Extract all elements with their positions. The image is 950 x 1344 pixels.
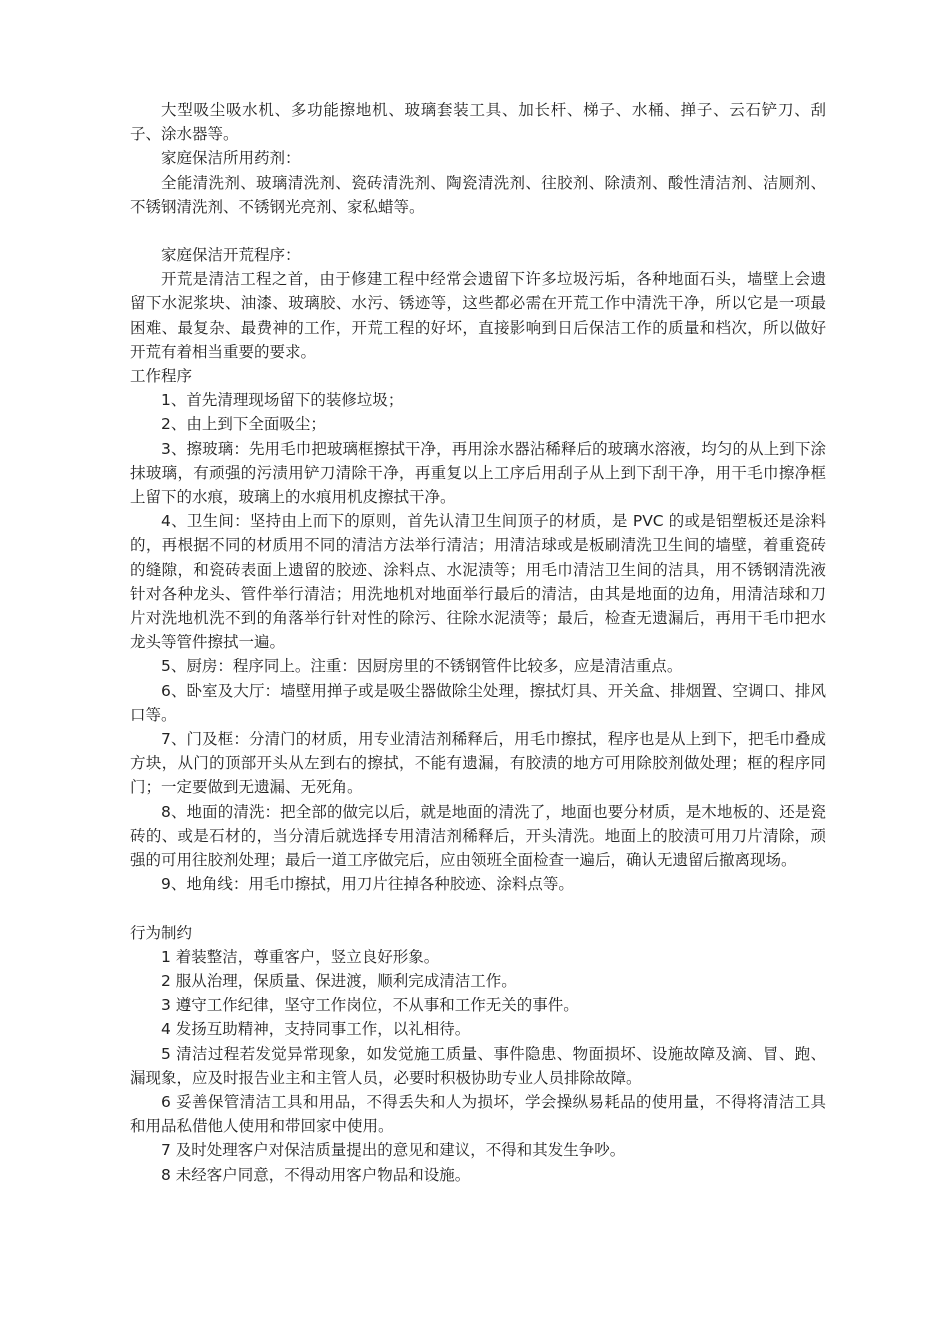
conduct-item: 6 妥善保管清洁工具和用品，不得丢失和人为损坏，学会操纵易耗品的使用量，不得将清洁工具和用品私借他人使用和带回家中使用。: [130, 1092, 826, 1136]
procedure-item: 3、擦玻璃：先用毛巾把玻璃框擦拭干净，再用涂水器沾稀释后的玻璃水溶液，均匀的从上到下涂抹玻璃，有顽强的污渍用铲刀清除干净，再重复以上工序后用刮子从上到下刮干净，用干毛巾擦净框上留下的水痕，玻璃上的水痕用机皮擦拭干净。: [130, 439, 826, 507]
conduct-heading: 行为制约: [130, 923, 193, 942]
conduct-item: 3 遵守工作纪律，坚守工作岗位，不从事和工作无关的事件。: [161, 996, 579, 1015]
procedure-item: 2、由上到下全面吸尘；: [161, 415, 326, 434]
tools-list: 大型吸尘吸水机、多功能擦地机、玻璃套装工具、加长杆、梯子、水桶、掸子、云石铲刀、刮子、涂水器等。: [130, 101, 826, 144]
conduct-item: 1 着装整洁，尊重客户，竖立良好形象。: [161, 947, 440, 966]
opening-body: 开荒是清洁工程之首，由于修建工程中经常会遗留下许多垃圾污垢，各种地面石头，墙壁上会遗留下水泥浆块、油漆、玻璃胶、水污、锈迹等，这些都必需在开荒工作中清洗干净，所以它是一项最困难、最复杂、最费神的工作，开荒工程的好坏，直接影响到日后保洁工作的质量和档次，所以做好开荒有着相当重要的要求。: [130, 270, 826, 361]
agents-list: 全能清洗剂、玻璃清洗剂、瓷砖清洗剂、陶瓷清洗剂、往胶剂、除渍剂、酸性清洁剂、洁厕剂、不锈钢清洗剂、不锈钢光亮剂、家私蜡等。: [130, 173, 826, 216]
document-page: [130, 98, 826, 1187]
procedure-item: 9、地角线：用毛巾擦拭，用刀片往掉各种胶迹、涂料点等。: [161, 875, 574, 894]
conduct-item: 4 发扬互助精神，支持同事工作，以礼相待。: [161, 1020, 471, 1039]
procedure-item: 6、卧室及大厅：墙壁用掸子或是吸尘器做除尘处理，擦拭灯具、开关盒、排烟置、空调口、排风口等。: [130, 681, 826, 724]
conduct-item: 7 及时处理客户对保洁质量提出的意见和建议，不得和其发生争吵。: [161, 1141, 626, 1160]
procedure-heading: 工作程序: [130, 367, 193, 386]
conduct-item: 2 服从治理，保质量、保进渡，顺利完成清洁工作。: [161, 971, 517, 990]
blank-line: [130, 219, 826, 243]
opening-heading: 家庭保洁开荒程序：: [161, 246, 301, 265]
blank-line: [130, 897, 826, 921]
agents-heading: 家庭保洁所用药剂：: [161, 149, 301, 168]
procedure-item: 4、卫生间：坚持由上而下的原则，首先认清卫生间顶子的材质，是 PVC 的或是铝塑板还是涂料的，再根据不同的材质用不同的清洁方法举行清洁；用清洁球或是板刷清洗卫生间的墙壁，着重瓷砖的缝隙，和瓷砖表面上遗留的胶迹、涂料点、水泥渍等；用毛巾清洁卫生间的洁具，用不锈钢清洗液针对各种龙头、管件举行清洁；用洗地机对地面举行最后的清洁，由其是地面的边角，用清洁球和刀片对洗地机洗不到的角落举行针对性的除污、往除水泥渍等；最后，检查无遗漏后，再用干毛巾把水龙头等管件擦拭一遍。: [130, 512, 826, 652]
procedure-item: 7、门及框：分清门的材质，用专业清洁剂稀释后，用毛巾擦拭，程序也是从上到下，把毛巾叠成方块，从门的顶部开头从左到右的擦拭，不能有遗漏，有胶渍的地方可用除胶剂做处理；框的程序同门；一定要做到无遗漏、无死角。: [130, 730, 826, 797]
conduct-item: 5 清洁过程若发觉异常现象，如发觉施工质量、事件隐患、物面损坏、设施故障及滴、冒、跑、漏现象，应及时报告业主和主管人员，必要时积极协助专业人员排除故障。: [130, 1044, 826, 1087]
procedure-item: 1、首先清理现场留下的装修垃圾；: [161, 391, 404, 410]
conduct-item: 8 未经客户同意，不得动用客户物品和设施。: [161, 1165, 471, 1184]
procedure-item: 5、厨房：程序同上。注重：因厨房里的不锈钢管件比较多，应是清洁重点。: [161, 657, 683, 676]
procedure-item: 8、地面的清洗：把全部的做完以后，就是地面的清洗了，地面也要分材质，是木地板的、还是瓷砖的、或是石材的，当分清后就选择专用清洁剂稀释后，开头清洗。地面上的胶渍可用刀片清除，顽强的可用往胶剂处理；最后一道工序做完后，应由领班全面检查一遍后，确认无遗留后撤离现场。: [130, 802, 826, 870]
